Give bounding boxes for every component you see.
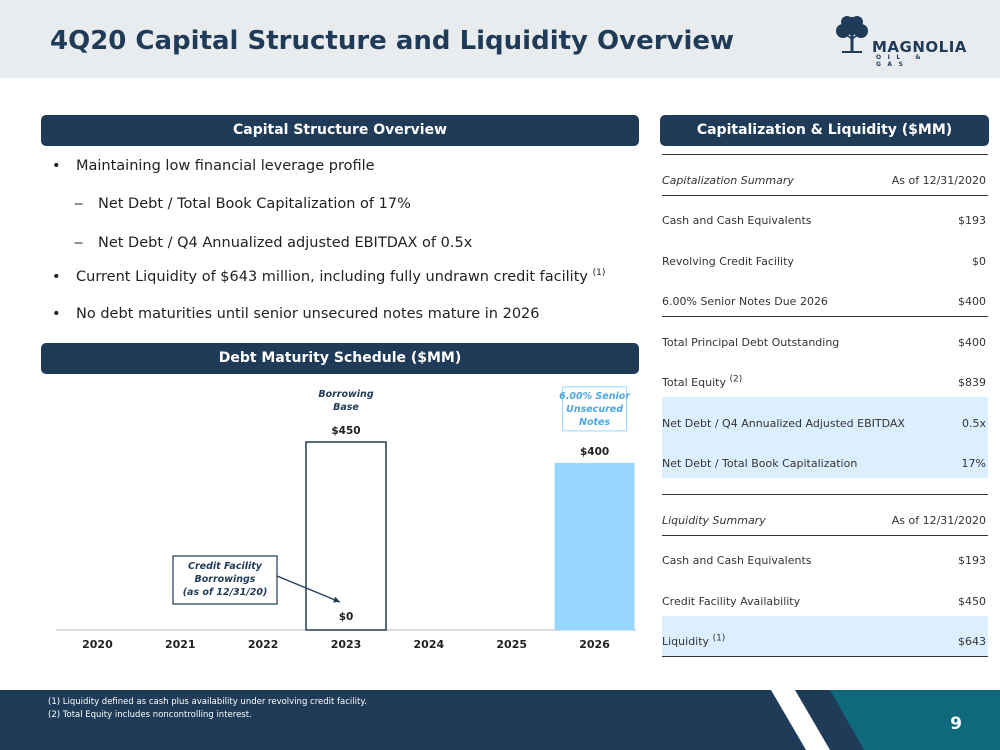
debt-maturity-svg <box>40 378 640 658</box>
data-label: $450 <box>331 425 361 437</box>
logo-wordmark: MAGNOLIA <box>872 38 967 56</box>
table-row: Total Equity $^{(2)}$ $839 <box>662 374 986 389</box>
series-caption: 6.00% Senior <box>559 390 630 402</box>
annotation-text: (as of 12/31/20) <box>182 587 268 598</box>
annotation-arrow-line <box>277 576 340 602</box>
annotation-text: Borrowings <box>194 574 256 585</box>
series-caption: Base <box>333 402 359 413</box>
footnote-1: (1) Liquidity defined as cash plus availability under revolving credit facility. <box>48 697 367 707</box>
debt-maturity-chart <box>40 378 640 658</box>
table-row: Net Debt / Total Book Capitalization 17% <box>662 438 988 479</box>
table-row: Cash and Cash Equivalents $193 <box>662 554 986 567</box>
capitalization-header: Capitalization & Liquidity ($MM) <box>660 115 989 146</box>
series-caption: Notes <box>579 416 611 428</box>
footnote-2: (2) Total Equity includes noncontrolling interest. <box>48 710 252 720</box>
capital-structure-header: Capital Structure Overview <box>41 115 639 146</box>
table-row: Liquidity $^{(1)}$ $643 <box>662 616 988 657</box>
page-title: 4Q20 Capital Structure and Liquidity Overview <box>50 26 735 56</box>
x-tick-label: 2025 <box>496 638 528 651</box>
bar-borrowing-base <box>306 442 386 630</box>
table-header-row: Liquidity Summary As of 12/31/2020 <box>662 513 986 527</box>
table-header-row: Capitalization Summary As of 12/31/2020 <box>662 173 986 187</box>
table-row: 6.00% Senior Notes Due 2026 $400 <box>662 295 986 308</box>
x-tick-label: 2024 <box>413 638 445 651</box>
data-label: $0 <box>338 611 354 623</box>
series-caption: Unsecured <box>566 403 624 415</box>
page-number: 9 <box>950 714 962 734</box>
x-tick-label: 2023 <box>330 638 362 651</box>
x-tick-label: 2020 <box>82 638 113 651</box>
annotation-text: Credit Facility <box>188 561 262 572</box>
footer-band <box>0 690 1000 750</box>
table-row: Net Debt / Q4 Annualized Adjusted EBITDAX 0.5x <box>662 397 988 438</box>
x-tick-label: 2022 <box>247 638 279 651</box>
x-tick-label: 2026 <box>579 638 610 651</box>
table-row: Credit Facility Availability $450 <box>662 594 986 608</box>
series-caption: Borrowing <box>318 389 374 400</box>
magnolia-logo <box>832 14 967 66</box>
bar-senior-notes <box>555 463 635 630</box>
logo-subtitle: OIL & GAS <box>876 54 927 68</box>
x-tick-label: 2021 <box>164 638 196 651</box>
table-row: Total Principal Debt Outstanding $400 <box>662 335 986 349</box>
data-label: $400 <box>579 445 610 458</box>
table-rule <box>662 656 988 657</box>
table-row: Revolving Credit Facility $0 <box>662 254 986 268</box>
tree-icon <box>832 14 872 66</box>
debt-maturity-header: Debt Maturity Schedule ($MM) <box>41 343 639 374</box>
table-row: Cash and Cash Equivalents $193 <box>662 214 986 227</box>
